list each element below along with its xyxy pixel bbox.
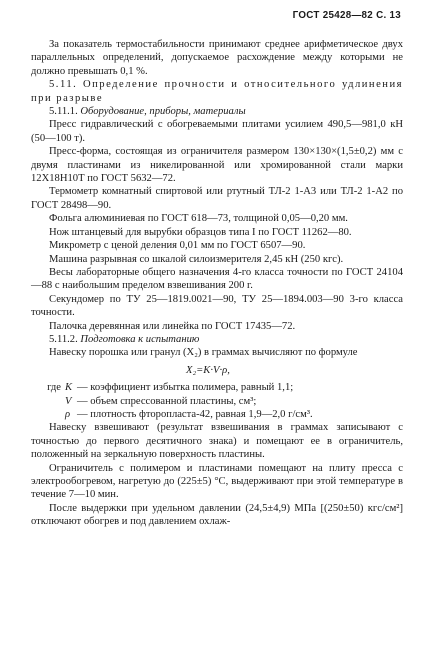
legend-symbol: V bbox=[65, 395, 72, 407]
paragraph: Пресс гидравлический с обогреваемыми плитами усилием 490,5—981,0 кН (50—100 т). bbox=[31, 119, 403, 144]
section-heading: 5.11. Определение прочности и относительного удлинения при разрыве bbox=[31, 79, 403, 104]
paragraph: Навеску порошка или гранул (X₂) в граммах вычисляют по формуле bbox=[49, 347, 358, 359]
paragraphs-after bbox=[31, 421, 403, 528]
legend-row bbox=[31, 408, 403, 421]
paragraph: Нож штанцевый для вырубки образцов типа I по ГОСТ 11262—80. bbox=[49, 226, 352, 238]
legend-symbol: K bbox=[65, 382, 73, 394]
document-body bbox=[31, 38, 403, 529]
paragraph: Пресс-форма, состоящая из ограничителя размером 130×130×(1,5±0,2) мм с двумя пластинами из никелированной или хромированной стали марки 12Х18Н10Т по ГОСТ 5632—72. bbox=[31, 146, 403, 185]
subsection-number: 5.11.2. bbox=[49, 333, 78, 345]
legend-lead: где bbox=[47, 382, 61, 394]
legend-row bbox=[31, 381, 403, 394]
paragraph: Ограничитель с полимером и пластинами помещают на плиту пресса с электрообогревом, нагретую до (225±5) °С, выдерживают при этой температуре в течение 7—10 мин. bbox=[31, 462, 403, 501]
legend-text: — коэффициент избытка полимера, равный 1,1; bbox=[77, 382, 294, 394]
legend-text: — плотность фторопласта-42, равная 1,9—2,0 г/см³. bbox=[77, 408, 313, 420]
page-header: ГОСТ 25428—82 С. 13 bbox=[292, 10, 401, 21]
subsection-heading bbox=[31, 105, 403, 118]
main-paragraphs bbox=[31, 38, 403, 360]
paragraph: Навеску взвешивают (результат взвешивания в граммах записывают с точностью до первого десятичного знака) и помещают ее в ограничитель, положенный на зеркальную поверхность пластины. bbox=[31, 422, 403, 461]
legend-symbol: ρ bbox=[65, 408, 71, 420]
paragraph: Весы лабораторные общего назначения 4-го класса точности по ГОСТ 24104—88 с наибольшим пределом взвешивания 200 г. bbox=[31, 266, 403, 292]
formula-legend bbox=[31, 381, 403, 421]
paragraph: За показатель термостабильности принимают среднее арифметическое двух параллельных определений, допускаемое расхождение между которыми не должно превышать 0,1 %. bbox=[31, 39, 403, 77]
subsection-title: Подготовка к испытанию bbox=[80, 333, 200, 345]
legend-lead bbox=[31, 408, 65, 421]
legend-text: — объем спрессованной пластины, см³; bbox=[77, 395, 257, 407]
paragraph: Термометр комнатный спиртовой или ртутный ТЛ-2 1-А3 или ТЛ-2 1-А2 по ГОСТ 28498—90. bbox=[31, 186, 403, 211]
paragraph: Машина разрывная со шкалой силоизмерителя 2,45 кН (250 кгс). bbox=[49, 253, 344, 265]
legend-lead bbox=[31, 395, 65, 408]
paragraph: После выдержки при удельном давлении (24,5±4,9) МПа [(250±50) кгс/см²] отключают обогрев и под давлением охлаж- bbox=[31, 502, 403, 528]
subsection-heading bbox=[31, 333, 403, 346]
subsection-title: Оборудование, приборы, материалы bbox=[80, 106, 246, 118]
paragraph: Фольга алюминиевая по ГОСТ 618—73, толщиной 0,05—0,20 мм. bbox=[49, 213, 348, 225]
paragraph: Секундомер по ТУ 25—1819.0021—90, ТУ 25—1894.003—90 3-го класса точности. bbox=[31, 293, 403, 319]
formula: X₂=K·V·ρ, bbox=[186, 364, 230, 376]
paragraph: Микрометр с ценой деления 0,01 мм по ГОСТ 6507—90. bbox=[49, 240, 306, 252]
subsection-number: 5.11.1. bbox=[49, 106, 78, 118]
paragraph: Палочка деревянная или линейка по ГОСТ 17435—72. bbox=[49, 320, 296, 332]
legend-row bbox=[31, 395, 403, 408]
